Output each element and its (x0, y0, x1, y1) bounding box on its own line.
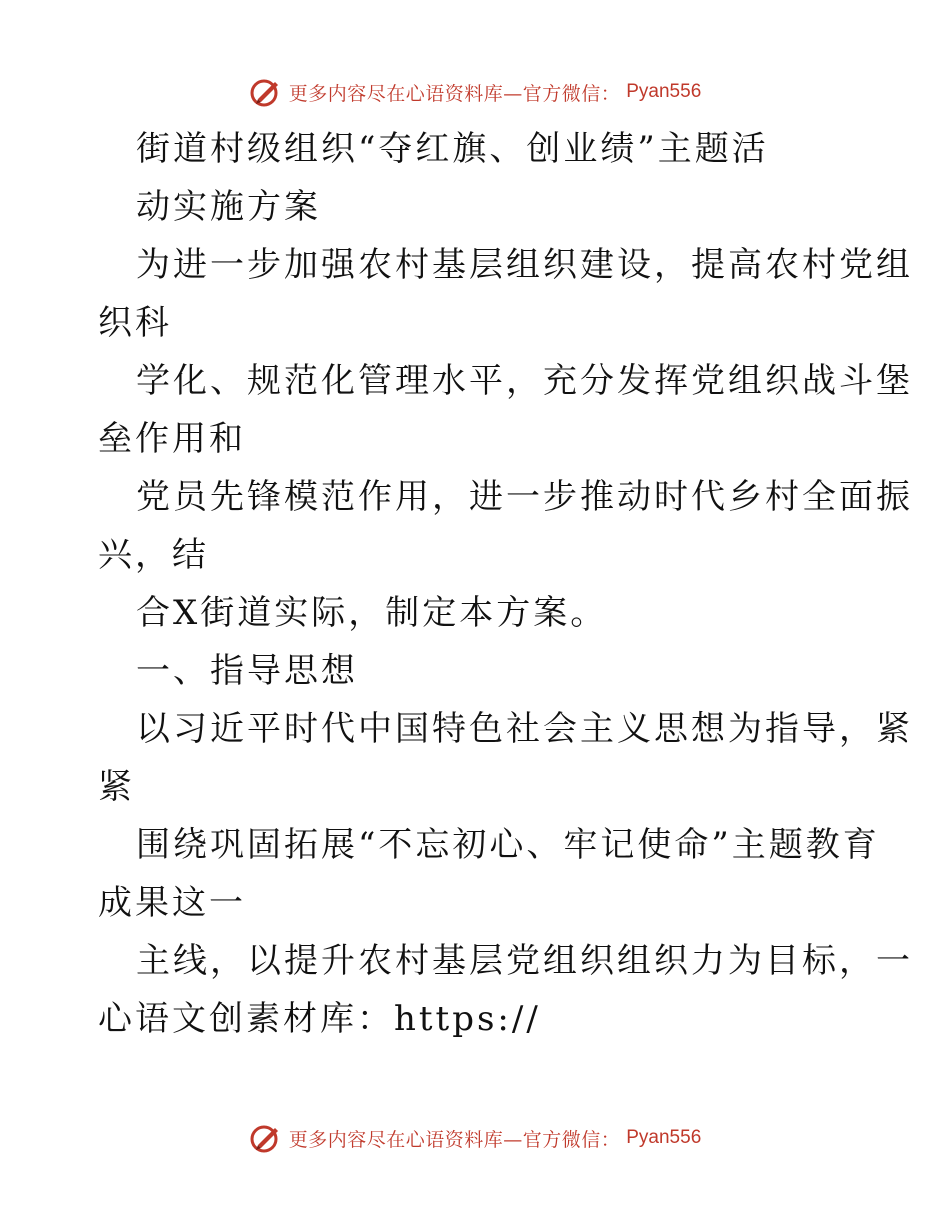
doc-paragraph-line: 合X街道实际，制定本方案。 (136, 593, 608, 633)
doc-paragraph-line: 紧 (98, 767, 135, 807)
doc-paragraph-line: 垒作用和 (98, 419, 246, 459)
doc-paragraph-line: 学化、规范化管理水平，充分发挥党组织战斗堡 (136, 361, 913, 401)
doc-paragraph-line: 以习近平时代中国特色社会主义思想为指导，紧 (136, 709, 913, 749)
page-header (0, 72, 950, 112)
pen-logo-icon (249, 1121, 283, 1155)
doc-paragraph-line: 心语文创素材库：https:// (98, 999, 541, 1039)
doc-title-line-1: 街道村级组织“夺红旗、创业绩”主题活 (136, 129, 769, 169)
doc-paragraph-line: 为进一步加强农村基层组织建设，提高农村党组 (136, 245, 913, 285)
doc-paragraph-line: 主线，以提升农村基层党组织组织力为目标，一 (136, 941, 913, 981)
doc-paragraph-line: 党员先锋模范作用，进一步推动时代乡村全面振 (136, 477, 913, 517)
page-footer (0, 1118, 950, 1158)
document-body (98, 120, 913, 1048)
footer-brand (249, 1121, 702, 1155)
header-contact: Pyan556 (626, 81, 702, 102)
footer-brand-text: 更多内容尽在心语资料库—官方微信： (288, 1128, 621, 1151)
pen-logo-icon (249, 75, 283, 109)
doc-section-heading: 一、指导思想 (136, 651, 358, 691)
header-brand-text: 更多内容尽在心语资料库—官方微信： (288, 82, 621, 105)
doc-paragraph-line: 围绕巩固拓展“不忘初心、牢记使命”主题教育 (136, 825, 880, 865)
doc-paragraph-line: 成果这一 (98, 883, 246, 923)
header-brand (249, 75, 702, 109)
doc-paragraph-line: 兴，结 (98, 535, 209, 575)
doc-paragraph-line: 织科 (98, 303, 172, 343)
doc-title-line-2: 动实施方案 (136, 187, 321, 227)
footer-contact: Pyan556 (626, 1127, 702, 1148)
